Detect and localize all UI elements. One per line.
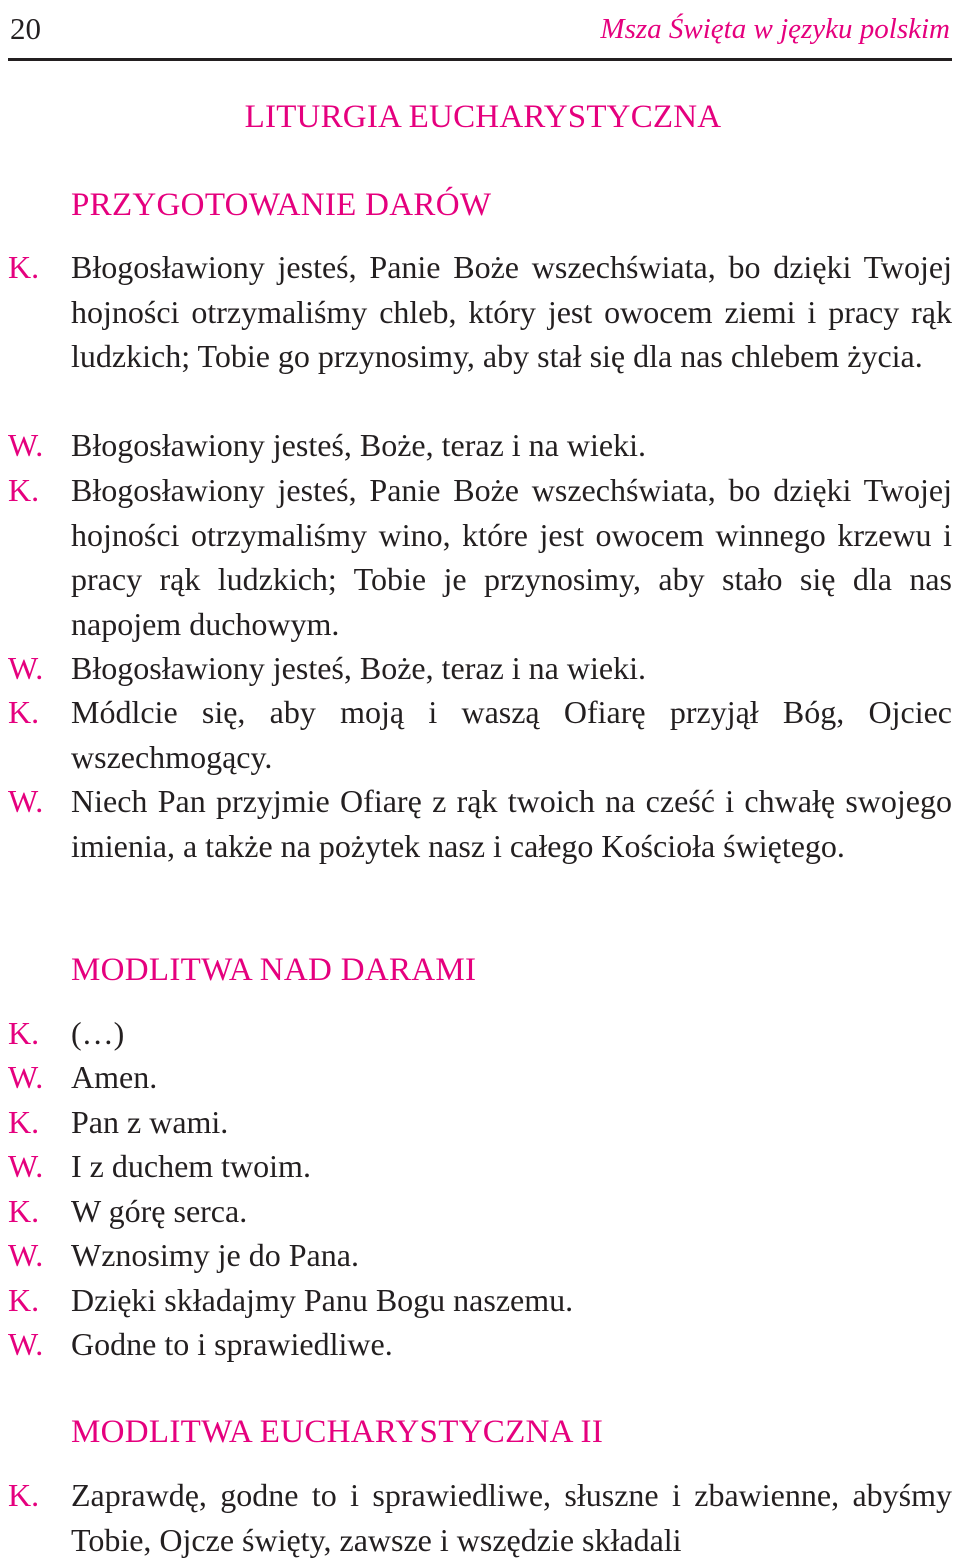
- dialogue-text: Błogosławiony jesteś, Boże, teraz i na wieki.: [71, 427, 646, 463]
- subsection-title-gifts: PRZYGOTOWANIE DARÓW: [71, 187, 492, 223]
- role-marker: W.: [8, 1059, 44, 1095]
- dialogue-text: Błogosławiony jesteś, Boże, teraz i na wieki.: [71, 650, 646, 686]
- role-marker: W.: [8, 650, 44, 686]
- dialogue-text: Dzięki składajmy Panu Bogu naszemu.: [71, 1282, 574, 1318]
- role-marker: K.: [8, 472, 40, 508]
- dialogue-text: Błogosławiony jesteś, Panie Boże wszechświata, bo dzięki Twojej hojności otrzymaliśmy chleb, który jest owocem ziemi i pracy rąk ludzkich; Tobie go przynosimy, aby stał się dla nas chlebem życia.: [71, 249, 952, 374]
- role-marker: W.: [8, 1326, 44, 1362]
- subsection-title-prayer-over-gifts: MODLITWA NAD DARAMI: [71, 952, 477, 988]
- role-marker: K.: [8, 694, 40, 730]
- role-marker: W.: [8, 1148, 44, 1184]
- role-marker: K.: [8, 1193, 40, 1229]
- dialogue-text: I z duchem twoim.: [71, 1148, 311, 1184]
- subsection-title-eucharistic-prayer: MODLITWA EUCHARYSTYCZNA II: [71, 1414, 604, 1450]
- dialogue-text: Amen.: [71, 1059, 158, 1095]
- page-number: 20: [10, 11, 41, 46]
- role-marker: K.: [8, 249, 40, 285]
- role-marker: K.: [8, 1104, 40, 1140]
- role-marker: K.: [8, 1477, 40, 1513]
- dialogue-text: Błogosławiony jesteś, Panie Boże wszechświata, bo dzięki Twojej hojności otrzymaliśmy wino, które jest owocem winnego krzewu i pracy rąk ludzkich; Tobie je przynosimy, aby stało się dla nas napojem duchowym.: [71, 472, 952, 642]
- dialogue-text: Módlcie się, aby moją i waszą Ofiarę przyjął Bóg, Ojciec wszechmogący.: [71, 694, 952, 775]
- running-title: Msza Święta w języku polskim: [600, 13, 950, 45]
- section-title: LITURGIA EUCHARYSTYCZNA: [244, 99, 722, 135]
- dialogue-text: Pan z wami.: [71, 1104, 229, 1140]
- dialogue-text: Niech Pan przyjmie Ofiarę z rąk twoich na cześć i chwałę swojego imienia, a także na pożytek nasz i całego Kościoła świętego.: [71, 783, 952, 864]
- role-marker: K.: [8, 1015, 40, 1051]
- page-header: [8, 0, 952, 61]
- dialogue-text: Wznosimy je do Pana.: [71, 1237, 359, 1273]
- role-marker: W.: [8, 1237, 44, 1273]
- role-marker: W.: [8, 783, 44, 819]
- dialogue-text: (…): [71, 1015, 125, 1051]
- dialogue-text: Zaprawdę, godne to i sprawiedliwe, słuszne i zbawienne, abyśmy Tobie, Ojcze święty, zawsze i wszędzie składali: [71, 1477, 952, 1558]
- dialogue-text: W górę serca.: [71, 1193, 248, 1229]
- dialogue-text: Godne to i sprawiedliwe.: [71, 1326, 393, 1362]
- role-marker: W.: [8, 427, 44, 463]
- role-marker: K.: [8, 1282, 40, 1318]
